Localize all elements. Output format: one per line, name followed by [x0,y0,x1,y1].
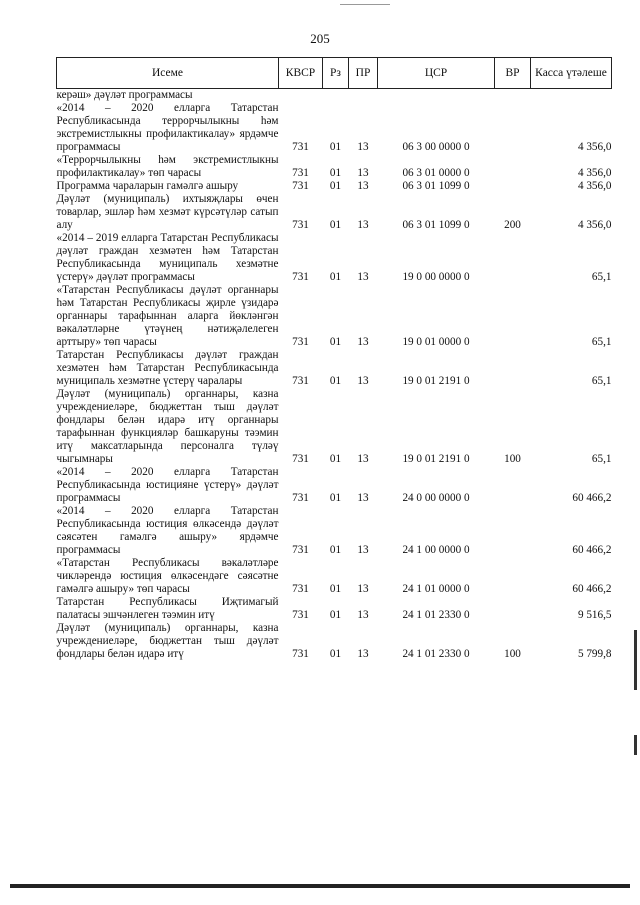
cell-pr: 13 [357,271,369,283]
cell-name: керәш» дәүләт программасы [56,89,193,101]
cell-pr: 13 [357,609,369,621]
cell-name: Дәүләт (муниципаль) органнары, казна учреждениеләре, бюджеттан тыш дәүләт фондлары белән идарә итү органнары тарафыннан функцияләр башкаруны тәэмин итү максатларында персоналга түләү чыгымнары [56,388,279,465]
cell-pr: 13 [357,453,369,465]
cell-name: «2014 – 2020 елларга Татарстан Республикасында юстиция өлкәсендә дәүләт сәясәтен гамәлгә ашыру» ярдәмче программасы [56,505,279,556]
cell-kvsr: 731 [292,453,309,465]
scan-mark-bottom [10,884,630,888]
cell-vr [495,232,531,284]
cell-csr: 24 1 01 0000 0 [402,583,470,595]
cell-pr: 13 [357,219,369,231]
cell-kvsr: 731 [292,167,309,179]
cell-kvsr: 731 [292,492,309,504]
col-header-csr: ЦСР [378,58,495,89]
table-row [57,622,612,661]
col-header-pr: ПР [349,58,378,89]
cell-name: Татарстан Республикасы дәүләт граждан хезмәтен һәм Татарстан Республикасында муниципаль хезмәтне үстерү чаралары [56,349,279,387]
scan-edge-mark [634,735,637,755]
cell-amount: 60 466,2 [572,583,612,595]
cell-name: «2014 – 2020 елларга Татарстан Республикасында юстицияне үстерү» дәүләт программасы [56,466,279,504]
cell-name: «Татарстан Республикасы дәүләт органнары һәм Татарстан Республикасы җирле үзидарә органнары тарафыннан аларга йөкләнгән вәкаләтләрне үтәүнең нәтиҗәлелеген арттыру» төп чарасы [56,284,279,348]
col-header-kvsr: КВСР [279,58,323,89]
cell-csr: 19 0 01 2191 0 [402,453,470,465]
cell-rz: 01 [329,492,342,504]
cell-rz [323,89,349,103]
table-body [57,89,612,662]
cell-pr: 13 [357,141,369,153]
cell-amount: 65,1 [591,336,612,348]
cell-pr: 13 [357,375,369,387]
table-row [57,180,612,193]
cell-vr [495,557,531,596]
cell-vr [495,349,531,388]
cell-pr: 13 [357,544,369,556]
cell-kvsr: 731 [292,219,309,231]
cell-rz: 01 [329,609,342,621]
table-row [57,232,612,284]
cell-csr: 06 3 01 1099 0 [402,180,470,192]
cell-rz: 01 [329,271,342,283]
cell-rz: 01 [329,141,342,153]
table-row [57,102,612,154]
cell-vr [495,596,531,622]
cell-amount: 60 466,2 [572,492,612,504]
cell-pr: 13 [357,336,369,348]
cell-csr: 24 1 00 0000 0 [402,544,470,556]
table-row [57,349,612,388]
cell-rz: 01 [329,648,342,660]
cell-csr: 19 0 01 0000 0 [402,336,470,348]
cell-kvsr: 731 [292,336,309,348]
cell-name: Дәүләт (муниципаль) органнары, казна учреждениеләре, бюджеттан тыш дәүләт фондлары белән идарә итү [56,622,279,660]
cell-kvsr: 731 [292,544,309,556]
table-row [57,89,612,103]
col-header-name: Исеме [57,58,279,89]
table-row [57,388,612,466]
table-row [57,596,612,622]
cell-vr [495,180,531,193]
cell-vr [495,89,531,103]
cell-kvsr: 731 [292,271,309,283]
cell-pr: 13 [357,167,369,179]
cell-amount: 9 516,5 [577,609,612,621]
cell-amount: 65,1 [591,453,612,465]
cell-amount: 4 356,0 [577,141,612,153]
cell-name: «Террорчылыкны һәм экстремистлыкны профилактикалау» төп чарасы [56,154,279,179]
cell-vr [495,505,531,557]
cell-kvsr [279,89,323,103]
table-row [57,193,612,232]
cell-amount: 4 356,0 [577,219,612,231]
cell-kvsr: 731 [292,375,309,387]
cell-kvsr: 731 [292,180,309,192]
cell-vr [495,102,531,154]
budget-table [56,57,612,661]
cell-amount: 4 356,0 [577,167,612,179]
cell-csr [378,89,495,103]
scan-edge-mark [634,630,637,690]
cell-name: «Татарстан Республикасы вәкаләтләре чикләрендә юстиция өлкәсендәге сәясәтне гамәлгә ашыру» төп чарасы [56,557,279,595]
table-row [57,557,612,596]
cell-csr: 06 3 00 0000 0 [402,141,470,153]
cell-amount: 60 466,2 [572,544,612,556]
cell-kvsr: 731 [292,583,309,595]
col-header-vr: ВР [495,58,531,89]
cell-amount: 4 356,0 [577,180,612,192]
cell-amount: 65,1 [591,271,612,283]
cell-name: Программа чараларын гамәлгә ашыру [56,180,239,192]
cell-rz: 01 [329,219,342,231]
cell-rz: 01 [329,336,342,348]
cell-pr: 13 [357,180,369,192]
cell-vr [495,154,531,180]
cell-name: Татарстан Республикасы Иҗтимагый палатасы эшчәнлеген тәэмин итү [56,596,279,621]
cell-kvsr: 731 [292,648,309,660]
table-header-row [57,58,612,89]
cell-csr: 06 3 01 1099 0 [402,219,470,231]
cell-csr: 19 0 01 2191 0 [402,375,470,387]
cell-csr: 06 3 01 0000 0 [402,167,470,179]
table-row [57,154,612,180]
cell-pr: 13 [357,492,369,504]
cell-pr: 13 [357,583,369,595]
cell-csr: 19 0 00 0000 0 [402,271,470,283]
cell-rz: 01 [329,544,342,556]
table-row [57,284,612,349]
table-row [57,466,612,505]
cell-rz: 01 [329,167,342,179]
cell-name: «2014 – 2019 елларга Татарстан Республикасы дәүләт граждан хезмәтен һәм Татарстан Республикасында муниципаль хезмәтне үстерү» дәүләт программасы [56,232,279,283]
cell-csr: 24 1 01 2330 0 [402,648,470,660]
cell-name: Дәүләт (муниципаль) ихтыяҗлары өчен товарлар, эшләр һәм хезмәт күрсәтүләр сатып алу [56,193,279,231]
cell-pr: 13 [357,648,369,660]
cell-vr [495,466,531,505]
cell-csr: 24 1 01 2330 0 [402,609,470,621]
cell-amount [531,89,612,103]
table-row [57,505,612,557]
cell-vr: 200 [504,219,521,231]
cell-rz: 01 [329,453,342,465]
cell-name: «2014 – 2020 елларга Татарстан Республикасында террорчылыкны һәм экстремистлыкны профилактикалау» ярдәмче программасы [56,102,279,153]
cell-csr: 24 0 00 0000 0 [402,492,470,504]
cell-pr [349,89,378,103]
col-header-amount: Касса үтәлеше [531,58,612,89]
cell-amount: 5 799,8 [577,648,612,660]
cell-kvsr: 731 [292,609,309,621]
cell-vr: 100 [504,453,521,465]
col-header-rz: Рз [323,58,349,89]
cell-rz: 01 [329,180,342,192]
cell-vr: 100 [504,648,521,660]
page-number: 205 [310,31,330,46]
cell-kvsr: 731 [292,141,309,153]
cell-rz: 01 [329,583,342,595]
cell-rz: 01 [329,375,342,387]
scan-mark-top [340,4,390,5]
cell-vr [495,284,531,349]
cell-amount: 65,1 [591,375,612,387]
